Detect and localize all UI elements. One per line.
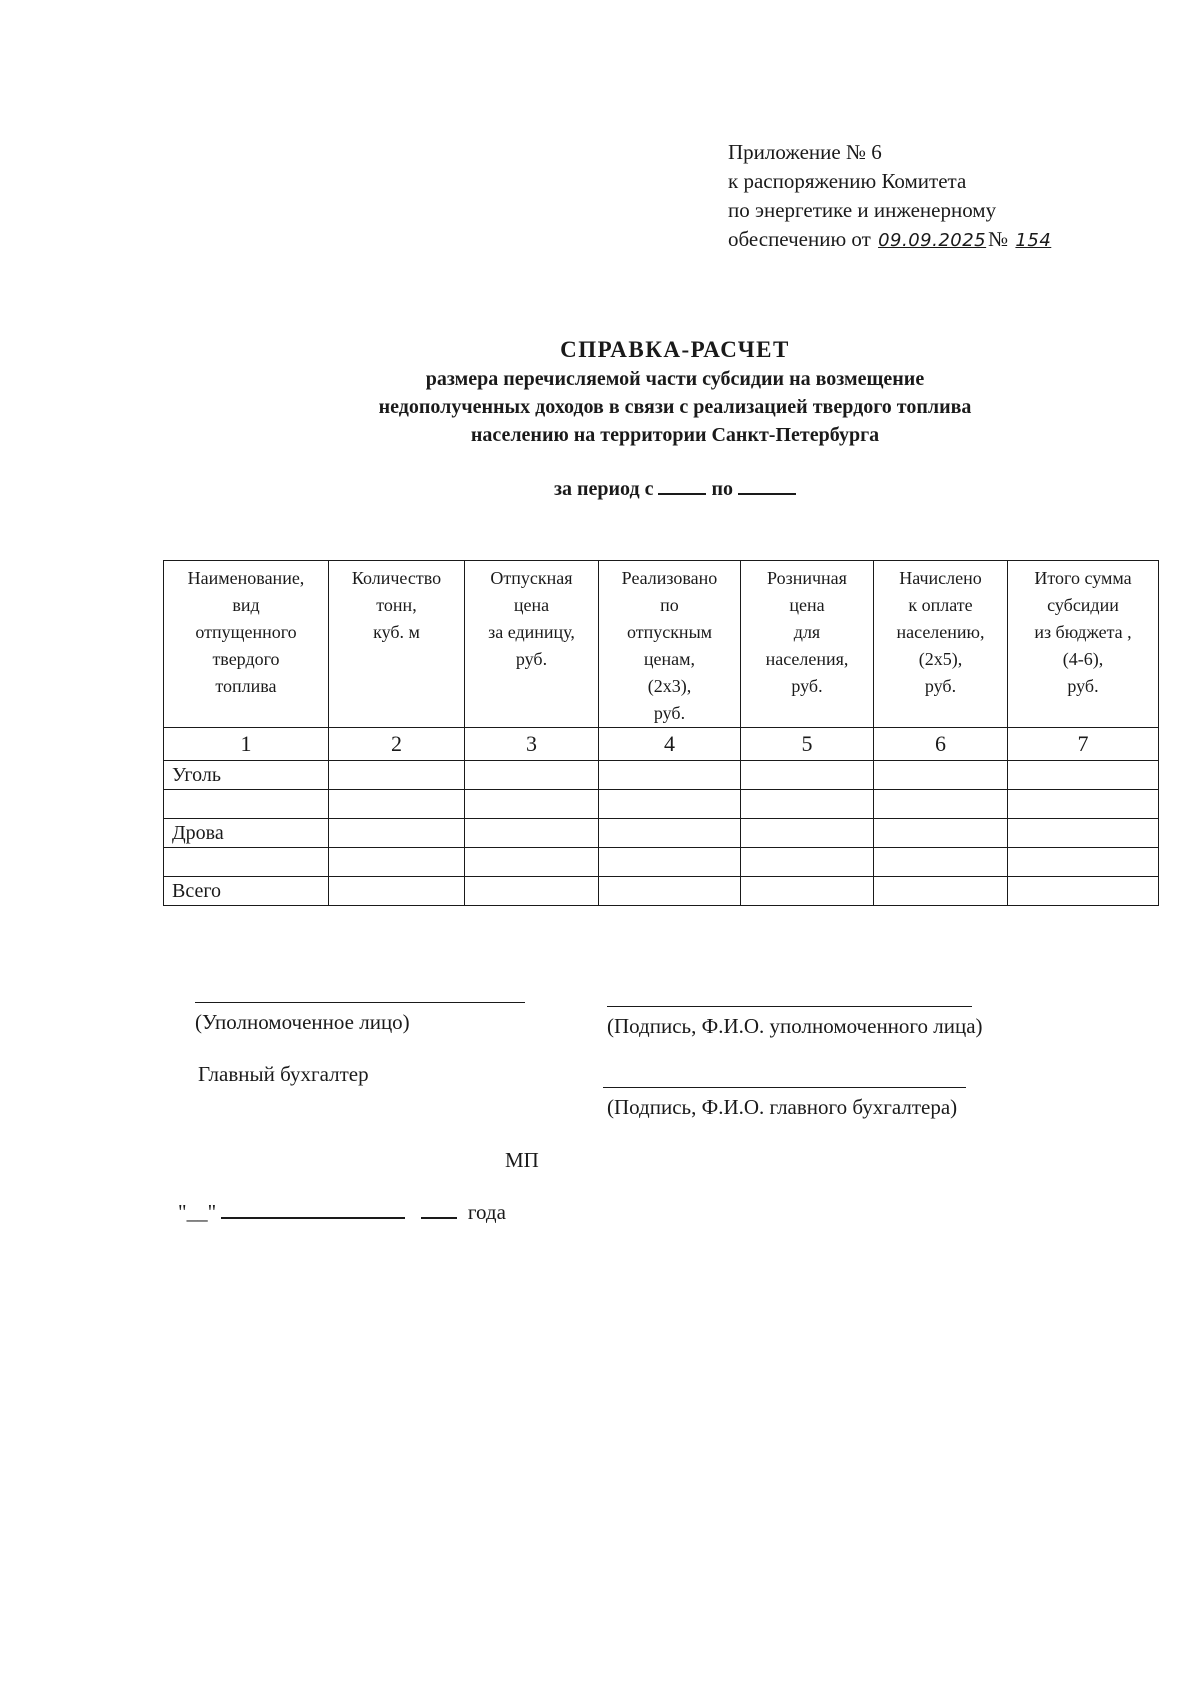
header-col-7-line: Итого сумма [1034,568,1132,588]
empty-cell [329,819,465,848]
column-number-row [164,728,1159,761]
header-col-5-line: цена [789,595,825,615]
header-col-5-line: для [793,622,821,642]
period-to-blank [738,475,796,495]
empty-cell [1008,848,1159,877]
column-number: 5 [741,728,874,761]
header-col-6-line: (2х5), [918,649,963,669]
header-col-1-line: твердого [212,649,280,669]
table-body [164,761,1159,906]
number-label: № [988,227,1009,251]
column-number: 1 [164,728,329,761]
header-col-2-line: куб. м [373,622,420,642]
empty-cell [874,819,1008,848]
handwritten-date: 09.09.2025 [878,230,987,251]
header-col-7-line: субсидии [1047,595,1119,615]
empty-cell [599,761,741,790]
period-prefix: за период с [553,478,654,500]
empty-cell [741,761,874,790]
header-col-6-line: руб. [924,676,957,696]
table-header-row [164,561,1159,728]
header-col-6-line: Начислено [899,568,982,588]
header-col-1-line: Наименование, [187,568,305,588]
authorized-sign-line [607,1006,972,1007]
date-year-blank [421,1203,457,1219]
empty-cell [1008,877,1159,906]
empty-cell [465,761,599,790]
header-col-3-line: цена [513,595,550,615]
title-line-2: недополученных доходов в связи с реализацией твердого топлива [378,396,972,418]
header-col-4-line: ценам, [643,649,696,669]
date-line [178,1200,506,1225]
header-col-2-line: тонн, [376,595,417,615]
header-col-4-line: Реализовано [621,568,718,588]
empty-cell [599,790,741,819]
table-row [164,819,1159,848]
title-line-1: размера перечисляемой части субсидии на возмещение [425,368,925,390]
appendix-line-4-prefix: обеспечению от [728,227,871,251]
period-from-blank [658,475,706,495]
empty-cell [741,819,874,848]
row-label: Дрова [164,819,329,848]
row-label: Уголь [164,761,329,790]
handwritten-number: 154 [1015,230,1052,251]
header-col-2-line: Количество [351,568,442,588]
empty-cell [465,848,599,877]
header-col-7-line: (4-6), [1062,649,1104,669]
date-month-blank [221,1203,405,1219]
empty-cell [741,877,874,906]
column-number: 7 [1008,728,1159,761]
header-col-7-line: из бюджета , [1034,622,1132,642]
header-col-3-line: Отпускная [490,568,573,588]
header-col-6-line: к оплате [908,595,973,615]
header-col-5-line: Розничная [767,568,847,588]
empty-cell [599,877,741,906]
authorized-label: (Уполномоченное лицо) [195,1010,410,1034]
column-number: 4 [599,728,741,761]
document-title [250,335,1100,449]
empty-cell [329,877,465,906]
header-col-4-line: по [660,595,679,615]
empty-cell [465,877,599,906]
header-col-5 [741,561,874,728]
table-row [164,877,1159,906]
empty-cell [741,790,874,819]
table-row [164,790,1159,819]
column-number: 3 [465,728,599,761]
empty-cell [874,790,1008,819]
appendix-line-2: к распоряжению Комитета [728,169,967,193]
authorized-sign-label: (Подпись, Ф.И.О. уполномоченного лица) [607,1014,983,1038]
header-col-7 [1008,561,1159,728]
empty-cell [741,848,874,877]
header-col-1-line: вид [232,595,260,615]
empty-cell [1008,819,1159,848]
header-col-5-line: населения, [765,649,849,669]
empty-cell [599,848,741,877]
header-col-1 [164,561,329,728]
empty-cell [599,819,741,848]
year-suffix: года [467,1200,506,1224]
title-line-3: населению на территории Санкт-Петербурга [470,424,880,446]
empty-cell [874,761,1008,790]
chief-sign-line [603,1087,966,1088]
header-col-5-line: руб. [791,676,823,696]
header-col-2 [329,561,465,728]
row-label [164,848,329,877]
appendix-line-1: Приложение № 6 [728,140,882,164]
header-col-4-line: отпускным [626,622,713,642]
date-quotes: "__" [178,1200,217,1224]
period-middle: по [711,478,734,500]
column-number: 6 [874,728,1008,761]
empty-cell [874,877,1008,906]
header-col-3 [465,561,599,728]
column-number: 2 [329,728,465,761]
header-col-4-line: (2х3), [647,676,692,696]
title-main: СПРАВКА-РАСЧЕТ [560,337,790,362]
appendix-line-3: по энергетике и инженерному [728,198,997,222]
empty-cell [465,819,599,848]
calculation-table [163,560,1159,906]
appendix-block [728,138,1053,255]
header-col-6-line: населению, [896,622,985,642]
empty-cell [874,848,1008,877]
table-row [164,761,1159,790]
header-col-3-line: за единицу, [488,622,575,642]
header-col-3-line: руб. [515,649,548,669]
empty-cell [329,790,465,819]
stamp-label: МП [505,1148,539,1172]
table-row [164,848,1159,877]
appendix-line-4 [728,225,1053,255]
empty-cell [465,790,599,819]
header-col-6 [874,561,1008,728]
empty-cell [329,848,465,877]
chief-sign-label: (Подпись, Ф.И.О. главного бухгалтера) [607,1095,958,1119]
period-line [250,475,1100,501]
chief-accountant-label: Главный бухгалтер [198,1062,369,1086]
empty-cell [1008,790,1159,819]
row-label: Всего [164,877,329,906]
header-col-1-line: отпущенного [195,622,297,642]
empty-cell [329,761,465,790]
header-col-1-line: топлива [215,676,277,696]
empty-cell [1008,761,1159,790]
header-col-4 [599,561,741,728]
authorized-signature-line [195,1002,525,1003]
header-col-7-line: руб. [1067,676,1099,696]
header-col-4-line: руб. [653,703,686,723]
row-label [164,790,329,819]
